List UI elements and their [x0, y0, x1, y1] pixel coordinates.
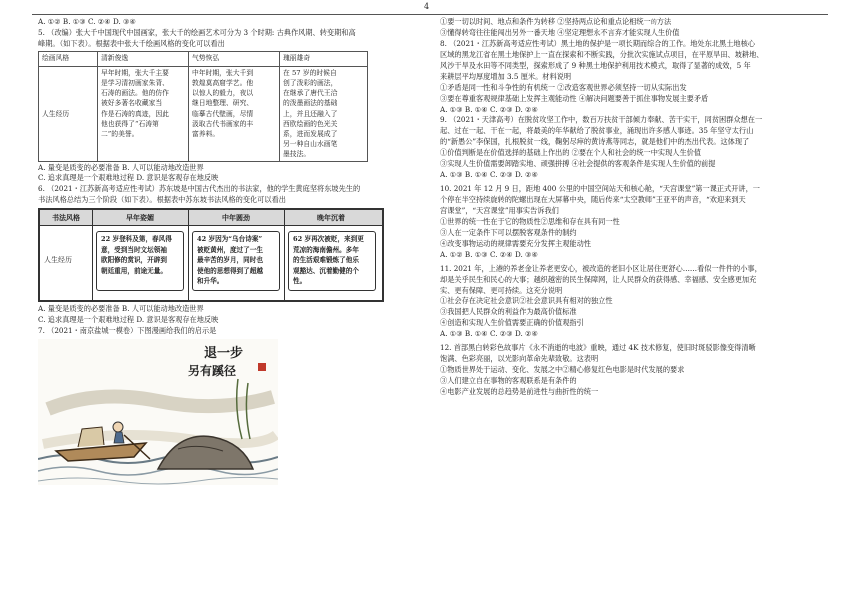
q10-answers: A. ①② B. ①③ C. ②④ D. ③④	[440, 249, 538, 259]
q5-stem-line: 5. （改编）张大千中国现代中国画家，张大千的绘画艺术可分为 3 个时期: 古典作风期、转变期和高	[38, 27, 356, 37]
cartoon-illustration	[38, 339, 278, 485]
q6-option-line: C. 追求真理是一个艰难地过程 D. 意识是客观存在地反映	[38, 315, 219, 325]
zhang-daqian-table	[38, 51, 368, 162]
table-cell-middle: 42 岁因为“乌台诗案” 被贬黄州，度过了一生 最辛苦的岁月，同时也 使他的思想得到了超越 和升华。	[192, 231, 280, 291]
q6-stem-line: 6. （2021・江苏新高考适应性考试）苏东坡是中国古代杰出的书法家，他的学生黄庭坚将东坡先生的	[38, 184, 361, 194]
left-column	[38, 17, 428, 489]
seal-stamp	[258, 363, 266, 371]
q10-option-line: ④改变事物运动的规律需要充分发挥主观能动性	[440, 238, 591, 248]
q5-option-line: A. 量变是质变的必要准备 B. 人可以能动地改造世界	[38, 162, 204, 172]
right-column	[440, 17, 830, 398]
table-cell-early: 早年时期，张大千主要 是学习清初画家朱背、 石涛的画法。他的仿作 被好多著名收藏家当 作是石涛的真迹，因此 他也获得了“石涛第 二”的美誉。	[98, 66, 189, 161]
table-header: 瑰丽雄奇	[280, 51, 368, 66]
q5-stem-line: 峰期。（如下表）。根据表中张大千绘画风格的变化可以看出	[38, 38, 225, 48]
q11-option-line: ①社会存在决定社会意识②社会意识具有相对的独立性	[440, 296, 613, 306]
q12-option-line: ④电影产业发展的总趋势是前进性与曲折性的统一	[440, 386, 599, 396]
table-header: 气势恢弘	[189, 51, 280, 66]
q6-option-line: A. 量变是质变的必要准备 B. 人可以能动地改造世界	[38, 304, 204, 314]
q9-stem-line: 的“新愚公”李保国，扎根脱贫一线，鞠躬尽瘁的黄诗燕等同志，就是他们中的杰出代表。这体现了	[440, 137, 750, 147]
q12-stem-line: 饱满、色彩亮丽，以光影向革命先辈致敬。这表明	[440, 354, 599, 364]
q8-stem-line: 区域的黑龙江省在黑土地保护上一直在探索和不断实践，分批次实施试点项目，在平原旱田、坡耕地、	[440, 49, 764, 59]
table-row-label: 人生经历	[39, 66, 98, 161]
q8-stem-line: 8. （2021・江苏新高考适应性考试）黑土地的保护是一项长期而综合的工作。地处东北黑土地核心	[440, 38, 755, 48]
q8-stem-line: 风沙干旱及水田等不同类型，探索形成了 9 种黑土地保护利用技术模式，取得了显著的成效，5 年	[440, 60, 751, 70]
q9-answers: A. ①③ B. ①④ C. ②③ D. ②④	[440, 170, 538, 180]
q7-stem: 7. （2021・南京盐城一模卷）下图漫画给我们的启示是	[38, 326, 217, 336]
q8-answers: A. ①③ B. ①④ C. ②③ D. ②④	[440, 104, 538, 114]
page-number: 4	[424, 2, 430, 11]
q9-option-line: ③实现人生价值需要卸踏实地、顽强拼搏 ④社会提供的客观条件是实现人生价值的前提	[440, 159, 716, 169]
q4-answer-options: A. ①② B. ①③ C. ②④ D. ③④	[38, 17, 136, 26]
q6-stem-line: 书法风格总结为三个阶段（如下表）。根据表中苏东坡书法风格的变化可以看出	[38, 195, 286, 205]
q11-stem-line: 却是关乎民生和民心的大事；越织越密的民生保障网，让人民群众的获得感、幸福感、安全感更加充	[440, 274, 757, 284]
q11-option-line: ③我国把人民群众的利益作为最高价值标准	[440, 307, 577, 317]
q8-stem-line: 来耕层平均厚度增加 3.5 厘米。材料说明	[440, 71, 572, 81]
q10-option-line: ③人在一定条件下可以摆脱客观条件的制约	[440, 227, 577, 237]
su-dongpo-table	[38, 208, 384, 302]
q8-option-line: ③要在尊重客观规律基础上发挥主观能动性 ④解决问题要善于抓住事物发展主要矛盾	[440, 93, 709, 103]
q12-option-line: ①物质世界处于运动、变化、发展之中②精心修复红色电影是时代发展的要求	[440, 365, 685, 375]
q7-options-line: ③懂得转弯往往能闯出另外一番天地 ④坚定理想永不言弃才能实现人生价值	[440, 27, 680, 37]
table-header: 清新俊逸	[98, 51, 189, 66]
cartoon-caption: 另有蹊径	[188, 364, 237, 379]
table-header: 晚年沉着	[317, 213, 345, 223]
table-cell-early: 22 岁登科及第，春风得 意，受到当时文坛领袖 欧阳修的赏识，开辟到 朝廷重用，前途无量。	[96, 231, 184, 291]
table-header: 早年姿媚	[126, 213, 154, 223]
table-header: 绘画风格	[39, 51, 98, 66]
q10-option-line: ①世界的统一性在于它的物质性②思维和存在具有同一性	[440, 216, 620, 226]
table-row-label: 人生经历	[44, 256, 72, 265]
q11-stem-line: 实、更有保障、更可持续。这充分说明	[440, 285, 563, 295]
q10-stem-line: 个停在半空持续旋转的陀螺出现在大屏幕中央，随后传来“太空教师”王亚平的声音，“欢迎来到天	[440, 195, 746, 204]
q5-option-line: C. 追求真理是一个艰难地过程 D. 意识是客观存在地反映	[38, 173, 219, 183]
table-cell-late: 62 岁再次被贬，来到更 荒凉的海南儋州。多年 的生活艰难锻炼了他乐 观豁达、沉着勤健的个 性。	[288, 231, 376, 291]
q11-option-line: ④创造和实现人生价值需要正确的价值观指引	[440, 318, 584, 328]
q11-stem-line: 11. 2021 年，上港的养老金让养老更安心，被改造的老旧小区让居住更舒心……看似一件件的小事，	[440, 263, 762, 273]
q11-answers: A. ①③ B. ①④ C. ②③ D. ②④	[440, 329, 538, 339]
cartoon-caption: 退一步	[204, 346, 244, 362]
q10-stem-line: 10. 2021 年 12 月 9 日，距地 400 公里的中国空间站天和核心舱，“天宫课堂”第一课正式开讲，一	[440, 184, 760, 194]
q9-stem-line: 起、过在一起、干在一起，将最美的年华献给了脱贫事业，涌现出许多感人事迹。35 年坚守太行山	[440, 126, 754, 136]
table-cell-late: 在 57 岁的时候自 创了泼彩的画法， 在继承了唐代王洽 的泼墨画法的基础 上，并且还融入了 西欧绘画的色光关 系，进而发展成了 另一种自山水画笔 墨技法。	[280, 66, 368, 161]
q9-stem-line: 9. （2021・天津高考）在脱贫攻坚工作中，数百万扶贫干部倾力奉献、苦干实干，同贫困群众想在一	[440, 115, 763, 125]
q10-stem-line: 宫课堂”，“天宫课堂”用事实告诉我们	[440, 205, 559, 215]
q12-stem-line: 12. 首部黑白转彩色故事片《永不消逝的电波》重映，通过 4K 技术修复，使旧时斑驳影像变得清晰	[440, 343, 756, 353]
q7-options-line: ①要一切以时间、地点和条件为转移 ②坚持两点论和重点论相统一的方法	[440, 17, 672, 26]
q9-option-line: ①价值判断是在价值选择的基础上作出的 ②要在个人和社会的统一中实现人生价值	[440, 148, 702, 158]
table-cell-middle: 中年时期，张大千到 敦煌莫高窟学艺。他 以惊人的毅力，夜以 继日地整理、研究、 临摹古代壁画，尽情 汲取古代书画家的丰 富养料。	[189, 66, 280, 161]
q12-option-line: ③人们建立自在事物的客观联系是有条件的	[440, 376, 577, 385]
table-header: 书法风格	[52, 213, 80, 223]
q8-option-line: ①矛盾是同一性和斗争性的有机统一 ②改造客观世界必须坚持一切从实际出发	[440, 82, 687, 92]
table-header: 中年圆劲	[222, 213, 250, 223]
header-rule	[32, 14, 828, 15]
